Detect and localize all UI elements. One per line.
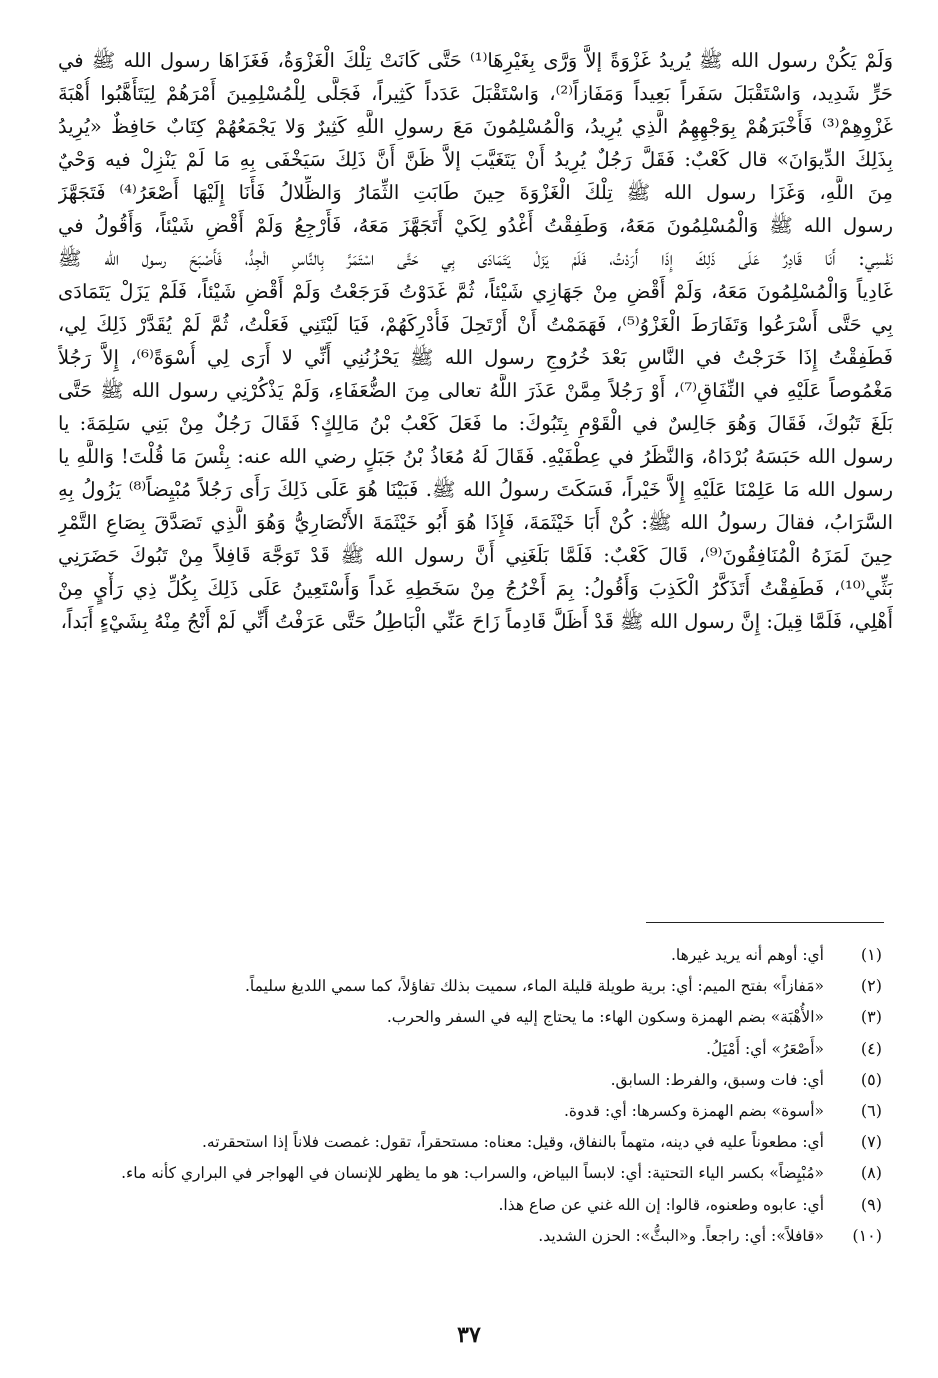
footnote-text: أي: مطعوناً عليه في دينه، متهماً بالنفاق، وقيل: معناه: مستحقراً، تقول: غمصت فلاناً إذا استحقرته. bbox=[202, 1133, 824, 1152]
footnote-text: أي: أوهم أنه يريد غيرها. bbox=[670, 946, 824, 964]
text-line: السَّرَابُ، فقالَ رسولُ الله ﷺ: كُنْ أَبَا خَيْثَمَةَ، فَإِذَا هُوَ أَبُو خَيْثَمَةَ الأَنْصَارِيُّ وَهُوَ الَّذِي تَصَدَّقَ بِصَاعِ التَّمْرِ bbox=[58, 511, 893, 534]
text-line: رسول الله ﷺ وَالْمُسْلِمُونَ مَعَهُ، وَطَفِقْتُ أَغْدُو لِكَيْ أَتَجَهَّزَ مَعَهُ، فَأَرْجِعُ وَلَمْ أَقْضِ شَيْئاً، وَأَقُولُ في bbox=[58, 214, 893, 237]
footnote-text: «مَفازاً» بفتح الميم: أي: برية طويلة قليلة الماء، سميت بذلك تفاؤلاً، كما سمي اللديغ سليماً. bbox=[244, 977, 824, 996]
footnote bbox=[70, 1064, 882, 1095]
footnote-text: أي: فات وسبق، والفرط: السابق. bbox=[610, 1070, 824, 1089]
text-line: بَلَغَ تَبُوكَ، فَقَالَ وَهُوَ جَالِسٌ في الْقَوْمِ بِتَبُوكَ: ما فَعَلَ كَعْبُ بْنُ مَالِكٍ؟ فَقَالَ رَجُلٌ مِنْ بَنِي سَلِمَةَ: يا bbox=[58, 412, 893, 435]
footnote-text: «قافلاً»: أي: راجعاً. و«البثُّ»: الحزن الشديد. bbox=[538, 1226, 824, 1245]
text-line: بَثِّي⁽¹⁰⁾، فَطَفِقْتُ أَتَذَكَّرُ الْكَذِبَ وَأَقُولُ: بِمَ أَخْرُجُ مِنْ سَخَطِهِ غَداً وَأَسْتَعِينُ عَلَى ذَلِكَ بِكُلِّ ذِي رَأْيٍ مِنْ bbox=[58, 577, 893, 600]
footnote-number: (٥) bbox=[860, 1069, 882, 1089]
footnote bbox=[70, 1033, 882, 1064]
text-line: نَفْسِي: أَنَا قَادِرٌ عَلَى ذَلِكَ إِذَا أَرَدْتُ، فَلَمْ يَزَلْ يَتَمَادَى بِي حَتَّى اسْتَمَرَّ بِالنَّاسِ الْجِدُّ، فَأَصْبَحَ رسول الله ﷺ bbox=[58, 247, 893, 270]
footnote-text: «مُبْيِضاً» بكسر الياء التحتية: أي: لابساً البياض، والسراب: هو ما يظهر للإنسان في الهواجر في البراري كأنه ماء. bbox=[121, 1164, 824, 1183]
footnote-text: «الأُهْبَة» بضم الهمزة وسكون الهاء: ما يحتاج إليه في السفر والحرب. bbox=[386, 1008, 824, 1027]
footnotes bbox=[70, 939, 882, 1251]
text-line: فَطَفِقْتُ إِذَا خَرَجْتُ في النَّاسِ بَعْدَ خُرُوجِ رسول الله ﷺ يَحْزُنُنِي أَنِّي لا أَرَى لِي أُسْوَةً⁽⁶⁾، إِلاَّ رَجُلاً bbox=[58, 346, 893, 369]
text-line: بِذَلِكَ الدِّيوَانَ» قال كَعْبٌ: فَقَلَّ رَجُلٌ يُرِيدُ أَنْ يَتَغَيَّبَ إلاَّ ظَنَّ أَنَّ ذَلِكَ سَيَخْفَى بِهِ مَا لَمْ يَنْزِلْ فيه وَحْيٌ bbox=[58, 148, 893, 171]
footnote bbox=[70, 1157, 882, 1188]
footnote-separator bbox=[646, 922, 884, 923]
main-text bbox=[58, 44, 893, 638]
footnote-text: «أَصْعَرُ» أي: أَمْيَلُ. bbox=[706, 1039, 824, 1058]
footnote bbox=[70, 1095, 882, 1126]
footnote-number: (٨) bbox=[860, 1163, 882, 1183]
text-line: بِي حَتَّى أَسْرَعُوا وَتَفَارَطَ الْغَزْوُ⁽⁵⁾، فَهَمَمْتُ أَنْ أَرْتَحِلَ فَأُدْرِكَهُمْ، فَيَا لَيْتَنِي فَعَلْتُ، ثُمَّ لَمْ يُقَدَّرْ ذَلِكَ لِي، bbox=[58, 313, 893, 336]
footnote-number: (٢) bbox=[860, 976, 882, 996]
text-line: غَزْوِهِمْ⁽³⁾ فَأَخْبَرَهُمْ بِوَجْهِهِمُ الَّذِي يُرِيدُ، وَالْمُسْلِمُونَ مَعَ رسولِ اللَّهِ كَثِيرٌ وَلا يَجْمَعُهُمْ كِتَابٌ حَافِظٌ «يُرِيدُ bbox=[58, 115, 893, 138]
text-line: مِنَ اللَّهِ، وَغَزَا رسول الله ﷺ تِلْكَ الْغَزْوَةَ حِينَ طَابَتِ الثِّمَارُ وَالظِّلالُ فَأَنَا إِلَيْهَا أَصْعَرُ⁽⁴⁾ فَتَجَهَّزَ bbox=[58, 181, 893, 204]
footnote-number: (٤) bbox=[860, 1038, 882, 1058]
text-line: غَادِياً وَالْمُسْلِمُونَ مَعَهُ، وَلَمْ أَقْضِ مِنْ جَهَازِي شَيْئاً، ثُمَّ غَدَوْتُ فَرَجَعْتُ وَلَمْ أَقْضِ شَيْئاً، فَلَمْ يَزَلْ يَتَمَادَى bbox=[58, 280, 893, 303]
text-line: وَلَمْ يَكُنْ رسول الله ﷺ يُريدُ غَزْوَةً إلاَّ وَرَّى بِغَيْرِهَا⁽¹⁾ حَتَّى كَانَتْ تِلْكَ الْغَزْوَةُ، فَغَزَاهَا رسول الله ﷺ في bbox=[58, 49, 893, 72]
text-line: حِينَ لَمَزَهُ الْمُنَافِقُونَ⁽⁹⁾، قَالَ كَعْبٌ: فَلَمَّا بَلَغَنِي أَنَّ رسول الله ﷺ قَدْ تَوَجَّهَ قَافِلاً مِنْ تَبُوكَ حَضَرَنِي bbox=[58, 544, 893, 567]
footnote-number: (١) bbox=[860, 945, 882, 964]
footnote bbox=[70, 1189, 882, 1220]
footnote-text: أي: عابوه وطعنوه، قالوا: إن الله غني عن صاع هذا. bbox=[498, 1195, 824, 1214]
page-number: ٣٧ bbox=[457, 1322, 481, 1348]
footnote bbox=[70, 1126, 882, 1157]
footnote-number: (٣) bbox=[860, 1007, 882, 1027]
footnote bbox=[70, 1001, 882, 1032]
text-line: مَغْمُوصاً عَلَيْهِ في النِّفَاقِ⁽⁷⁾، أَوْ رَجُلاً مِمَّنْ عَذَرَ اللَّهُ تعالى مِنَ الضُّعَفَاءِ، وَلَمْ يَذْكُرْنِي رسول الله ﷺ حَتَّى bbox=[58, 379, 893, 402]
footnote-number: (٦) bbox=[860, 1100, 882, 1120]
footnote-number: (١٠) bbox=[852, 1225, 882, 1245]
text-line: حَرٍّ شَدِيد، وَاسْتَقْبَلَ سَفَراً بَعِيداً وَمَفَازاً⁽²⁾، وَاسْتَقْبَلَ عَدَداً كَثِيراً، فَجَلَّى لِلْمُسْلِمِينَ أَمْرَهُمْ لِيَتَأَهَّبُوا أُهْبَةَ bbox=[58, 82, 893, 105]
text-line: أَهْلِي، فَلَمَّا قِيلَ: إِنَّ رسول الله ﷺ قَدْ أَظَلَّ قَادِماً زَاحَ عَنِّي الْبَاطِلُ حَتَّى عَرَفْتُ أَنِّي لَمْ أَنْجُ مِنْهُ بِشَيْءٍ أَبَداً، bbox=[60, 610, 893, 633]
footnote bbox=[70, 939, 882, 970]
footnote bbox=[70, 970, 882, 1001]
text-line: رسول الله مَا عَلِمْنَا عَلَيْهِ إِلاَّ خَيْراً، فَسَكَتَ رسولُ الله ﷺ. فَبَيْنَا هُوَ عَلَى ذَلِكَ رَأَى رَجُلاً مُبْيِضاً⁽⁸⁾ يَزُولُ بِهِ bbox=[58, 478, 893, 501]
footnote bbox=[70, 1220, 882, 1251]
footnote-number: (٩) bbox=[860, 1194, 882, 1214]
text-line: رسول الله حَبَسَهُ بُرْدَاهُ، وَالنَّظَرُ في عِطْفَيْهِ. فَقَالَ لَهُ مُعَاذُ بْنُ جَبَلٍ رضي الله عنه: بِئْسَ مَا قُلْتَ! وَاللَّهِ يا bbox=[58, 445, 893, 468]
footnote-text: «أسوة» بضم الهمزة وكسرها: أي: قدوة. bbox=[563, 1101, 824, 1120]
footnote-number: (٧) bbox=[860, 1132, 882, 1152]
